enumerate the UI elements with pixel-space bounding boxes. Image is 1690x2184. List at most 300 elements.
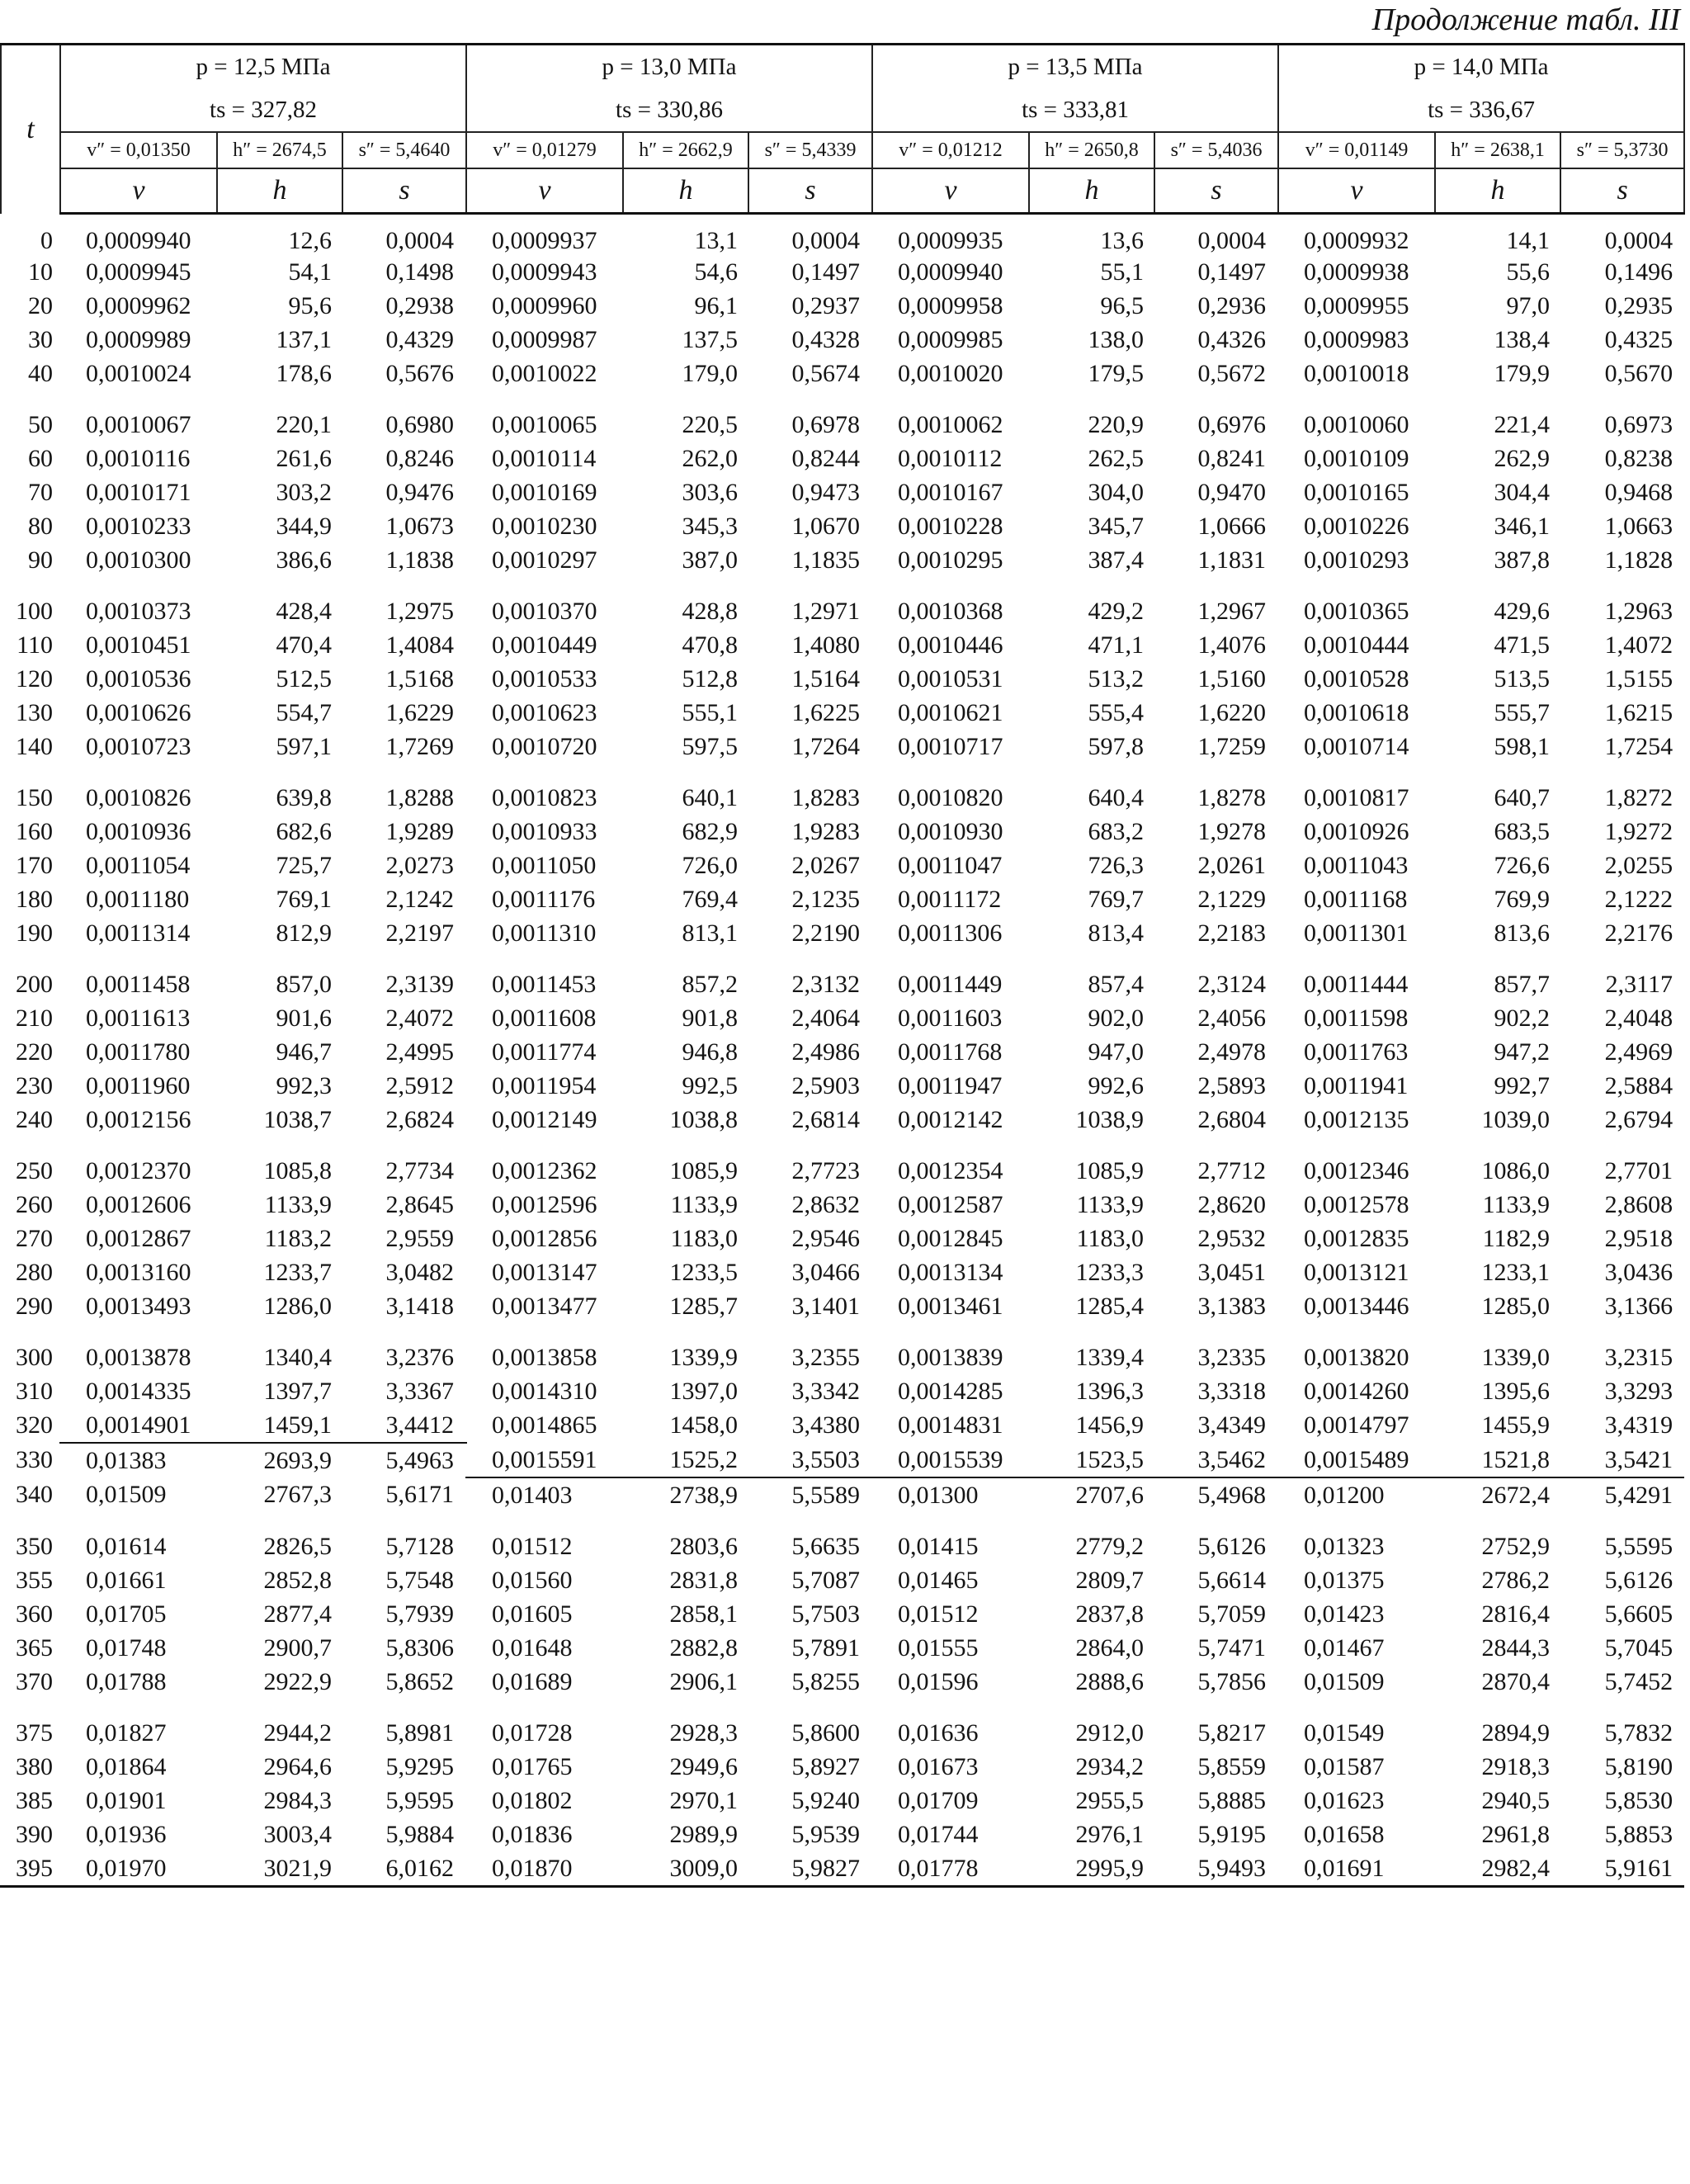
cell-h: 178,6 xyxy=(276,359,332,387)
cell-v: 0,0011613 xyxy=(86,1004,191,1032)
cell-h: 261,6 xyxy=(276,444,332,472)
cell-h: 2928,3 xyxy=(669,1718,739,1747)
cell-s: 5,6605 xyxy=(1604,1600,1673,1628)
cell-h: 3009,0 xyxy=(623,1851,748,1887)
cell-h: 2922,9 xyxy=(263,1667,332,1695)
cell-s: 5,7471 xyxy=(1197,1633,1267,1662)
cell-v: 0,01323 xyxy=(1304,1532,1385,1560)
cell-v: 0,01375 xyxy=(1304,1566,1385,1594)
cell-v: 0,0009945 xyxy=(86,258,191,286)
cell-v: 0,0012149 xyxy=(492,1105,597,1133)
temperature-cell: 110 xyxy=(17,631,53,659)
cell-s: 0,8241 xyxy=(1197,444,1267,472)
cell-s: 3,0451 xyxy=(1197,1258,1267,1286)
cell-h: 902,0 xyxy=(1088,1004,1145,1032)
cell-s: 1,4084 xyxy=(385,631,455,659)
cell-v: 0,01765 xyxy=(492,1752,573,1780)
table-row xyxy=(1,1665,1684,1699)
cell-v: 0,01705 xyxy=(86,1600,167,1628)
temperature-cell: 220 xyxy=(16,1038,53,1066)
cell-s: 3,4412 xyxy=(342,1408,466,1443)
table-row xyxy=(1,1340,1684,1374)
cell-s: 3,5462 xyxy=(1154,1443,1278,1477)
cell-s: 5,7128 xyxy=(385,1532,455,1560)
cell-v: 0,0010449 xyxy=(492,631,597,659)
cell-s: 0,4328 xyxy=(791,325,861,353)
cell-s: 2,4056 xyxy=(1197,1004,1267,1032)
cell-h: 303,6 xyxy=(682,478,739,506)
cell-h: 555,1 xyxy=(682,698,739,726)
cell-h: 345,7 xyxy=(1088,512,1145,540)
cell-h: 1340,4 xyxy=(263,1343,332,1371)
cell-v: 0,0009935 xyxy=(898,227,1003,254)
cell-h: 429,6 xyxy=(1494,597,1551,625)
cell-h: 1038,8 xyxy=(669,1105,739,1133)
saturated-enthalpy: h″ = 2638,1 xyxy=(1435,132,1560,168)
cell-s: 3,3318 xyxy=(1197,1377,1267,1405)
cell-v: 0,0011960 xyxy=(86,1071,191,1099)
cell-v: 0,0010368 xyxy=(898,597,1003,625)
cell-h: 512,5 xyxy=(276,664,332,693)
cell-h: 512,8 xyxy=(682,664,739,693)
cell-s: 1,2971 xyxy=(791,597,861,625)
cell-h: 1133,9 xyxy=(670,1190,739,1218)
cell-v: 0,0013493 xyxy=(86,1292,191,1320)
cell-h: 554,7 xyxy=(276,698,332,726)
cell-s: 2,6824 xyxy=(385,1105,455,1133)
cell-h: 2894,9 xyxy=(1481,1718,1551,1747)
cell-v: 0,0012142 xyxy=(898,1105,1003,1133)
cell-s: 5,9240 xyxy=(791,1786,861,1814)
cell-h: 346,1 xyxy=(1494,512,1551,540)
cell-v: 0,0010067 xyxy=(86,410,191,438)
cell-s: 1,8283 xyxy=(791,783,861,811)
cell-s: 1,2967 xyxy=(1197,597,1267,625)
cell-s: 5,8255 xyxy=(791,1667,861,1695)
cell-h: 2707,6 xyxy=(1075,1481,1145,1509)
saturated-volume: v″ = 0,01212 xyxy=(872,132,1029,168)
cell-h: 640,7 xyxy=(1494,783,1551,811)
saturation-temperature: ts = 333,81 xyxy=(872,88,1278,132)
table-row xyxy=(1,1716,1684,1750)
cell-h: 2976,1 xyxy=(1075,1820,1145,1848)
cell-h: 2826,5 xyxy=(263,1532,332,1560)
cell-v: 0,0011043 xyxy=(1304,851,1409,879)
cell-v: 0,0009943 xyxy=(492,258,597,286)
cell-v: 0,0013878 xyxy=(86,1343,191,1371)
cell-v: 0,0011598 xyxy=(1304,1004,1409,1032)
saturated-enthalpy: h″ = 2650,8 xyxy=(1029,132,1154,168)
cell-v: 0,01467 xyxy=(1304,1633,1385,1662)
cell-v: 0,0011444 xyxy=(1304,970,1409,998)
cell-h: 725,7 xyxy=(276,851,332,879)
cell-h: 13,1 xyxy=(694,227,739,254)
cell-s: 1,1828 xyxy=(1604,546,1673,574)
table-row xyxy=(1,849,1684,882)
cell-h: 1038,7 xyxy=(263,1105,332,1133)
cell-v: 0,0010926 xyxy=(1304,817,1409,845)
cell-h: 55,6 xyxy=(1506,258,1551,286)
cell-v: 0,01512 xyxy=(492,1532,573,1560)
cell-h: 96,1 xyxy=(694,291,739,319)
cell-v: 0,0010109 xyxy=(1304,444,1409,472)
cell-s: 5,9827 xyxy=(748,1851,872,1887)
cell-h: 857,4 xyxy=(1088,970,1145,998)
cell-v: 0,0010230 xyxy=(492,512,597,540)
cell-s: 2,0261 xyxy=(1197,851,1267,879)
temperature-cell: 170 xyxy=(16,851,53,879)
cell-h: 344,9 xyxy=(276,512,332,540)
column-header-h: h xyxy=(1435,168,1560,214)
cell-v: 0,0014285 xyxy=(898,1377,1003,1405)
cell-v: 0,0015591 xyxy=(466,1443,623,1477)
cell-v: 0,0011603 xyxy=(898,1004,1003,1032)
temperature-cell: 60 xyxy=(28,444,53,472)
table-row xyxy=(1,1188,1684,1222)
temperature-cell: 290 xyxy=(16,1292,53,1320)
cell-v: 0,01827 xyxy=(86,1718,167,1747)
cell-v: 0,0015539 xyxy=(872,1443,1029,1477)
pressure-header: p = 13,5 МПа xyxy=(872,45,1278,89)
cell-v: 0,0013461 xyxy=(898,1292,1003,1320)
cell-s: 0,1498 xyxy=(385,258,455,286)
cell-v: 0,0012362 xyxy=(492,1156,597,1184)
cell-s: 5,9195 xyxy=(1197,1820,1267,1848)
cell-v: 0,0010060 xyxy=(1304,410,1409,438)
temperature-cell: 0 xyxy=(40,227,53,254)
cell-s: 0,9473 xyxy=(791,478,861,506)
cell-v: 0,0010226 xyxy=(1304,512,1409,540)
row-spacer xyxy=(1,390,1684,408)
cell-s: 0,5672 xyxy=(1197,359,1267,387)
cell-s: 1,1838 xyxy=(385,546,455,574)
cell-s: 3,2335 xyxy=(1197,1343,1267,1371)
cell-v: 0,01709 xyxy=(898,1786,979,1814)
table-row xyxy=(1,509,1684,543)
table-row xyxy=(1,1851,1684,1887)
cell-s: 5,7548 xyxy=(385,1566,455,1594)
cell-v: 0,01936 xyxy=(86,1820,167,1848)
table-row xyxy=(1,628,1684,662)
cell-h: 901,6 xyxy=(276,1004,332,1032)
temperature-cell: 200 xyxy=(16,970,53,998)
saturated-entropy: s″ = 5,4339 xyxy=(748,132,872,168)
cell-v: 0,0010531 xyxy=(898,664,1003,693)
saturation-temperature: ts = 336,67 xyxy=(1278,88,1684,132)
cell-v: 0,0012587 xyxy=(898,1190,1003,1218)
cell-v: 0,0011180 xyxy=(86,885,190,913)
cell-v: 0,01560 xyxy=(492,1566,573,1594)
cell-s: 0,8238 xyxy=(1604,444,1673,472)
temperature-cell: 160 xyxy=(16,817,53,845)
cell-v: 0,0010065 xyxy=(492,410,597,438)
cell-v: 0,0014260 xyxy=(1304,1377,1409,1405)
cell-v: 0,01300 xyxy=(898,1481,979,1509)
cell-s: 1,6220 xyxy=(1197,698,1267,726)
pressure-header: p = 12,5 МПа xyxy=(60,45,466,89)
cell-v: 0,0011306 xyxy=(898,919,1003,947)
steam-properties-table xyxy=(0,43,1685,1888)
cell-h: 1085,9 xyxy=(669,1156,739,1184)
cell-s: 0,6980 xyxy=(385,410,455,438)
column-header-v: v xyxy=(466,168,623,214)
cell-v: 0,0009940 xyxy=(898,258,1003,286)
table-row xyxy=(1,1035,1684,1069)
cell-v: 0,0014901 xyxy=(60,1408,217,1443)
temperature-cell: 385 xyxy=(16,1786,53,1814)
cell-v: 0,0010714 xyxy=(1304,732,1409,760)
cell-h: 95,6 xyxy=(288,291,332,319)
cell-v: 0,01465 xyxy=(898,1566,979,1594)
cell-v: 0,0011449 xyxy=(898,970,1003,998)
cell-h: 2837,8 xyxy=(1075,1600,1145,1628)
cell-h: 2964,6 xyxy=(263,1752,332,1780)
cell-h: 1397,7 xyxy=(263,1377,332,1405)
cell-s: 1,6229 xyxy=(385,698,455,726)
row-spacer xyxy=(1,577,1684,594)
cell-h: 220,1 xyxy=(276,410,332,438)
table-row xyxy=(1,357,1684,390)
cell-h: 387,4 xyxy=(1088,546,1145,574)
cell-v: 0,0011458 xyxy=(86,970,191,998)
cell-h: 1183,2 xyxy=(264,1224,332,1252)
cell-s: 3,3293 xyxy=(1604,1377,1673,1405)
cell-v: 0,0014831 xyxy=(898,1411,1003,1439)
cell-h: 2877,4 xyxy=(263,1600,332,1628)
cell-s: 5,8981 xyxy=(385,1718,455,1747)
cell-s: 1,5155 xyxy=(1604,664,1673,693)
cell-h: 1286,0 xyxy=(263,1292,332,1320)
cell-h: 1038,9 xyxy=(1075,1105,1145,1133)
cell-s: 0,6978 xyxy=(791,410,861,438)
cell-v: 0,0015489 xyxy=(1278,1443,1435,1477)
cell-s: 1,2975 xyxy=(385,597,455,625)
column-header-s: s xyxy=(1560,168,1684,214)
cell-s: 2,3117 xyxy=(1605,970,1673,998)
cell-v: 0,0010169 xyxy=(492,478,597,506)
cell-s: 2,0273 xyxy=(385,851,455,879)
cell-v: 0,01748 xyxy=(86,1633,167,1662)
cell-h: 1458,0 xyxy=(669,1411,739,1439)
cell-h: 1521,8 xyxy=(1435,1443,1560,1477)
cell-s: 2,6794 xyxy=(1604,1105,1673,1133)
cell-s: 1,0670 xyxy=(791,512,861,540)
cell-h: 138,4 xyxy=(1494,325,1551,353)
temperature-cell: 230 xyxy=(16,1071,53,1099)
cell-h: 55,1 xyxy=(1100,258,1145,286)
cell-s: 1,1835 xyxy=(791,546,861,574)
cell-s: 5,9493 xyxy=(1154,1851,1278,1887)
cell-h: 598,1 xyxy=(1494,732,1551,760)
table-row xyxy=(1,1289,1684,1323)
cell-h: 1183,0 xyxy=(1076,1224,1145,1252)
temperature-cell: 100 xyxy=(16,597,53,625)
cell-h: 682,6 xyxy=(276,817,332,845)
cell-s: 1,0673 xyxy=(385,512,455,540)
cell-v: 0,01587 xyxy=(1304,1752,1385,1780)
cell-h: 2900,7 xyxy=(263,1633,332,1662)
cell-v: 0,01200 xyxy=(1304,1481,1385,1509)
cell-h: 857,2 xyxy=(682,970,739,998)
cell-v: 0,0010720 xyxy=(492,732,597,760)
cell-v: 0,0011176 xyxy=(492,885,596,913)
cell-s: 5,9884 xyxy=(385,1820,455,1848)
cell-s: 5,4963 xyxy=(385,1446,455,1474)
saturated-enthalpy: h″ = 2674,5 xyxy=(217,132,342,168)
cell-v: 0,01661 xyxy=(86,1566,167,1594)
cell-h: 2816,4 xyxy=(1481,1600,1551,1628)
cell-h: 1233,1 xyxy=(1481,1258,1551,1286)
cell-s: 2,5884 xyxy=(1604,1071,1673,1099)
cell-s: 5,9595 xyxy=(385,1786,455,1814)
cell-h: 813,1 xyxy=(682,919,739,947)
cell-s: 0,2937 xyxy=(791,291,861,319)
cell-s: 0,6973 xyxy=(1604,410,1673,438)
cell-h: 12,6 xyxy=(288,227,332,254)
cell-s: 2,9559 xyxy=(385,1224,455,1252)
cell-v: 0,0010297 xyxy=(492,546,597,574)
cell-v: 0,0011168 xyxy=(1304,885,1408,913)
cell-v: 0,0011301 xyxy=(1304,919,1409,947)
cell-v: 0,0010930 xyxy=(898,817,1003,845)
cell-v: 0,01423 xyxy=(1304,1600,1385,1628)
cell-h: 812,9 xyxy=(276,919,332,947)
cell-v: 0,0009983 xyxy=(1304,325,1409,353)
spacer-cell xyxy=(1,1512,1684,1529)
cell-h: 304,4 xyxy=(1494,478,1551,506)
temperature-cell: 130 xyxy=(16,698,53,726)
table-row xyxy=(1,1001,1684,1035)
table-row xyxy=(1,916,1684,950)
cell-v: 0,01509 xyxy=(86,1481,167,1508)
cell-h: 1285,4 xyxy=(1075,1292,1145,1320)
table-row xyxy=(1,781,1684,815)
cell-s: 2,9532 xyxy=(1197,1224,1267,1252)
cell-s: 0,4325 xyxy=(1604,325,1673,353)
cell-v: 0,0010228 xyxy=(898,512,1003,540)
cell-v: 0,0010167 xyxy=(898,478,1003,506)
cell-v: 0,0011763 xyxy=(1304,1038,1409,1066)
cell-v: 0,01509 xyxy=(1304,1667,1385,1695)
cell-s: 2,0255 xyxy=(1604,851,1673,879)
cell-s: 2,7712 xyxy=(1197,1156,1267,1184)
cell-v: 0,0013820 xyxy=(1304,1343,1409,1371)
cell-h: 769,7 xyxy=(1088,885,1145,913)
cell-v: 0,0012346 xyxy=(1304,1156,1409,1184)
cell-v: 0,0012354 xyxy=(898,1156,1003,1184)
cell-v: 0,0010114 xyxy=(492,444,597,472)
spacer-cell xyxy=(1,1699,1684,1716)
cell-s: 2,0267 xyxy=(791,851,861,879)
cell-v: 0,0009960 xyxy=(492,291,597,319)
cell-s: 1,5164 xyxy=(791,664,861,693)
cell-s: 3,1401 xyxy=(791,1292,861,1320)
cell-s: 5,8927 xyxy=(791,1752,861,1780)
cell-s: 2,8620 xyxy=(1197,1190,1267,1218)
cell-s: 0,4329 xyxy=(385,325,455,353)
cell-h: 470,4 xyxy=(276,631,332,659)
cell-v: 0,01658 xyxy=(1304,1820,1385,1848)
cell-s: 5,7087 xyxy=(791,1566,861,1594)
table-row xyxy=(1,1563,1684,1597)
cell-s: 3,5421 xyxy=(1560,1443,1684,1477)
pressure-header: p = 13,0 МПа xyxy=(466,45,872,89)
cell-h: 640,4 xyxy=(1088,783,1145,811)
saturation-temperature: ts = 330,86 xyxy=(466,88,872,132)
cell-s: 5,4291 xyxy=(1604,1481,1673,1509)
table-row xyxy=(1,1750,1684,1784)
cell-v: 0,0010823 xyxy=(492,783,597,811)
temperature-cell: 10 xyxy=(28,258,53,286)
cell-v: 0,01836 xyxy=(492,1820,573,1848)
cell-v: 0,0010295 xyxy=(898,546,1003,574)
cell-v: 0,0012606 xyxy=(86,1190,191,1218)
cell-h: 2955,5 xyxy=(1075,1786,1145,1814)
cell-s: 5,8853 xyxy=(1604,1820,1673,1848)
cell-s: 0,8244 xyxy=(791,444,861,472)
cell-s: 2,8645 xyxy=(385,1190,455,1218)
cell-h: 2995,9 xyxy=(1029,1851,1154,1887)
cell-s: 3,3367 xyxy=(385,1377,455,1405)
cell-s: 0,5670 xyxy=(1604,359,1673,387)
cell-v: 0,0010826 xyxy=(86,783,191,811)
cell-h: 769,1 xyxy=(276,885,332,913)
temperature-cell: 260 xyxy=(16,1190,53,1218)
temperature-cell: 360 xyxy=(16,1600,53,1628)
cell-s: 5,8190 xyxy=(1604,1752,1673,1780)
cell-s: 3,4319 xyxy=(1604,1411,1673,1439)
cell-s: 3,2355 xyxy=(791,1343,861,1371)
table-row xyxy=(1,214,1684,256)
cell-v: 0,0009989 xyxy=(86,325,191,353)
cell-h: 1339,9 xyxy=(669,1343,739,1371)
cell-h: 429,2 xyxy=(1088,597,1145,625)
table-row xyxy=(1,696,1684,730)
cell-h: 2693,9 xyxy=(263,1446,332,1474)
cell-h: 947,0 xyxy=(1088,1038,1145,1066)
cell-v: 0,01549 xyxy=(1304,1718,1385,1747)
cell-s: 3,0436 xyxy=(1604,1258,1673,1286)
temperature-cell: 355 xyxy=(16,1566,53,1594)
temperature-cell: 330 xyxy=(16,1446,53,1473)
cell-v: 0,0009955 xyxy=(1304,291,1409,319)
saturation-temperature: ts = 327,82 xyxy=(60,88,466,132)
cell-h: 1285,0 xyxy=(1481,1292,1551,1320)
table-row xyxy=(1,1477,1684,1512)
cell-s: 1,0663 xyxy=(1604,512,1673,540)
cell-h: 2949,6 xyxy=(669,1752,739,1780)
column-header-h: h xyxy=(1029,168,1154,214)
temperature-cell: 390 xyxy=(16,1820,53,1848)
cell-v: 0,01614 xyxy=(86,1532,167,1560)
temperature-cell: 280 xyxy=(16,1258,53,1286)
cell-s: 0,9470 xyxy=(1197,478,1267,506)
cell-v: 0,01728 xyxy=(492,1718,573,1747)
table-row xyxy=(1,289,1684,323)
cell-h: 304,0 xyxy=(1088,478,1145,506)
cell-s: 0,2935 xyxy=(1604,291,1673,319)
cell-s: 1,0666 xyxy=(1197,512,1267,540)
cell-h: 1339,0 xyxy=(1481,1343,1551,1371)
temperature-cell: 40 xyxy=(28,359,53,387)
cell-v: 0,01623 xyxy=(1304,1786,1385,1814)
cell-h: 2809,7 xyxy=(1075,1566,1145,1594)
cell-s: 5,8306 xyxy=(385,1633,455,1662)
cell-h: 992,5 xyxy=(682,1071,739,1099)
cell-v: 0,0010444 xyxy=(1304,631,1409,659)
cell-s: 5,6171 xyxy=(385,1481,455,1508)
cell-s: 2,3132 xyxy=(791,970,861,998)
